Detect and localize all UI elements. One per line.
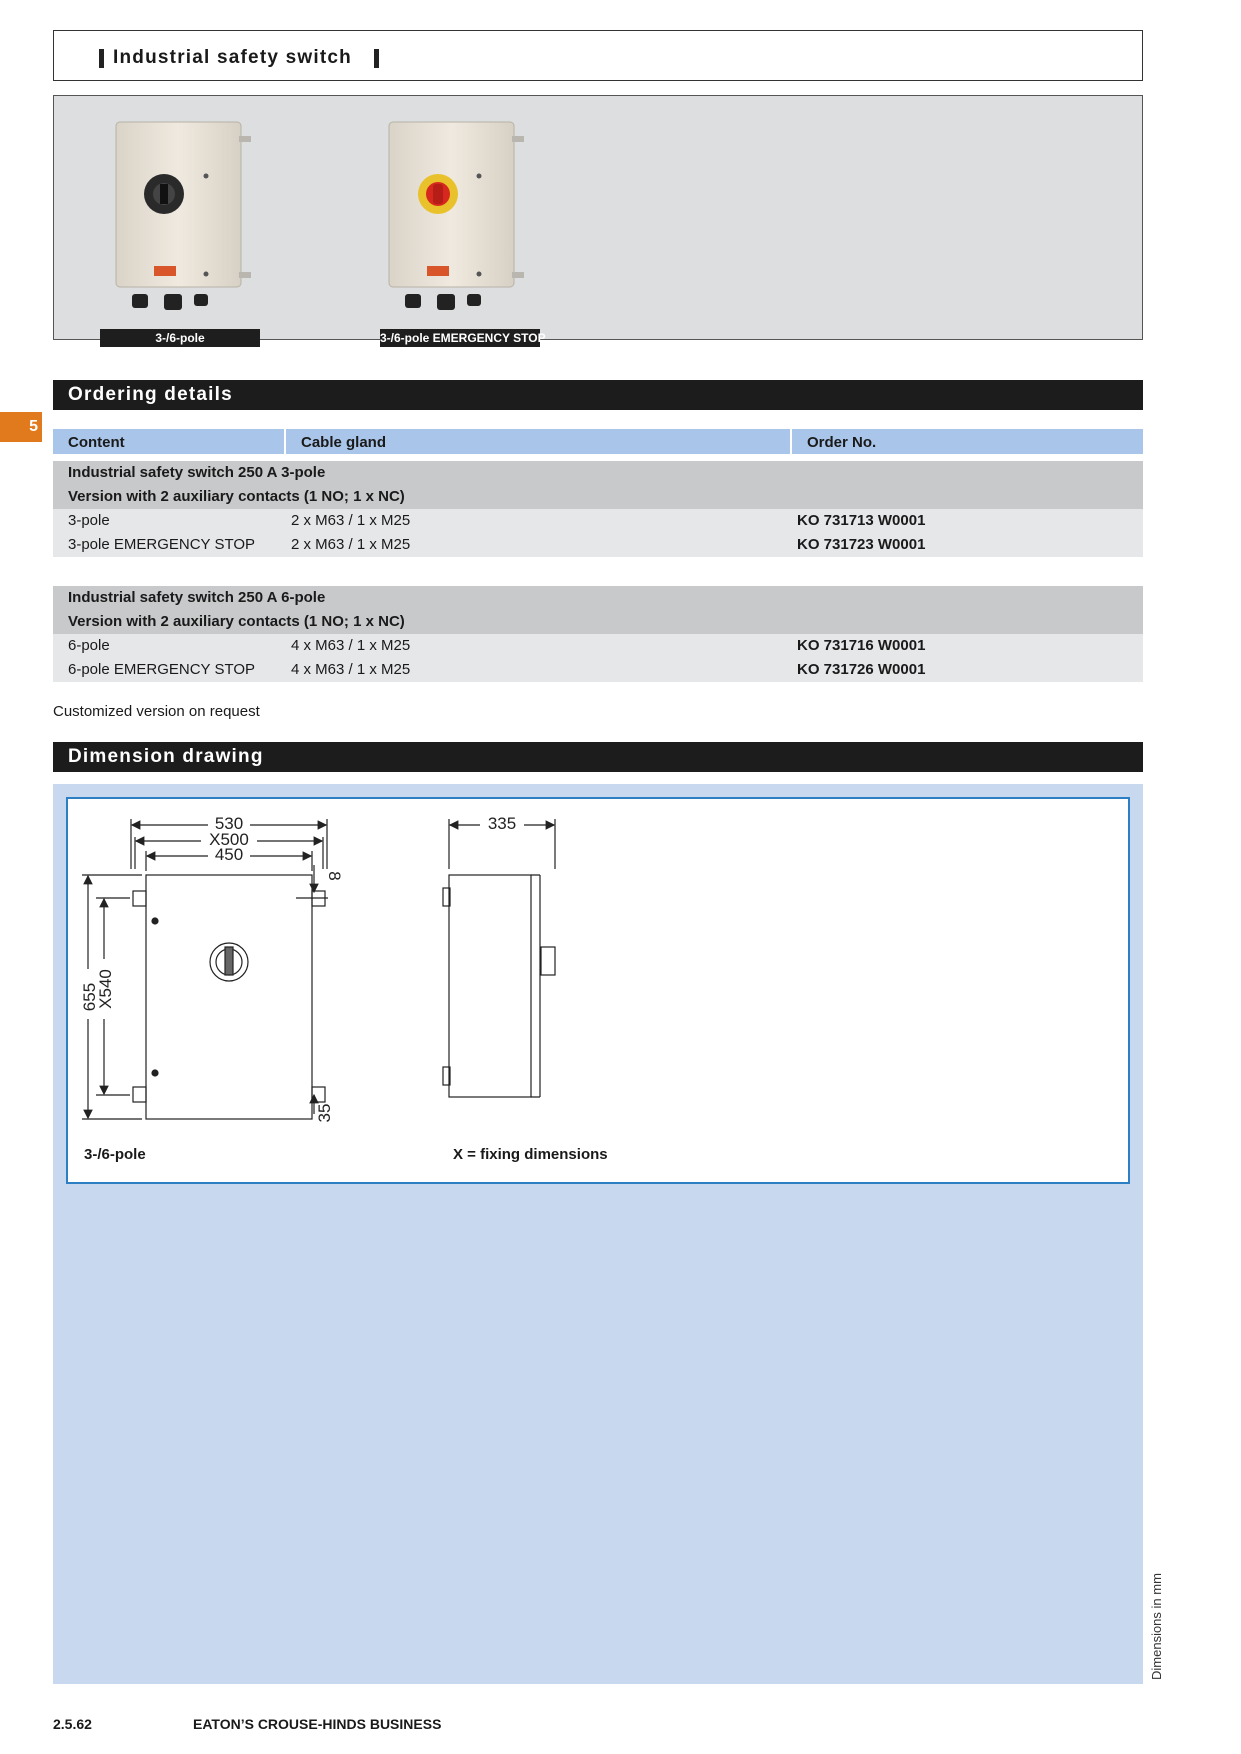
table-row [53, 509, 1143, 533]
ordering-group-6-pole [53, 586, 1143, 682]
content-cell: 3-pole EMERGENCY STOP [68, 536, 256, 553]
drawing-caption-left: 3-/6-pole [84, 1146, 146, 1163]
enclosure-front-outline [146, 875, 312, 1119]
height-fixing-label: X540 [96, 969, 115, 1009]
drawing-caption-right: X = fixing dimensions [453, 1146, 608, 1163]
group-subtitle-row [53, 485, 1143, 509]
lug-offset-bottom-label: 35 [315, 1103, 334, 1123]
group-title: Industrial safety switch 250 A 3-pole [68, 464, 326, 481]
column-header-order-no: Order No. [792, 429, 1143, 454]
depth-label: 335 [487, 814, 517, 833]
cable-gland-cell: 2 x M63 / 1 x M25 [291, 536, 411, 553]
product-illustrations [54, 96, 1142, 339]
content-cell: 6-pole [68, 637, 110, 654]
width-fixing-label: X500 [209, 830, 249, 849]
chapter-tab: 5 [0, 412, 42, 442]
ordering-group-3-pole [53, 461, 1143, 557]
order-number-cell: KO 731716 W0001 [797, 637, 926, 654]
table-row [53, 533, 1143, 557]
dimension-drawing-frame [66, 797, 1130, 1184]
table-row [53, 658, 1143, 682]
ordering-table-header [53, 429, 1143, 454]
cable-gland-cell: 4 x M63 / 1 x M25 [291, 661, 411, 678]
cable-gland-cell: 4 x M63 / 1 x M25 [291, 637, 411, 654]
title-box [53, 30, 1143, 81]
width-body-label: 450 [214, 845, 244, 864]
dimension-drawing-header: Dimension drawing [53, 742, 1143, 772]
column-header-cable-gland: Cable gland [286, 429, 790, 454]
ordering-details-header: Ordering details [53, 380, 1143, 410]
page-title: Industrial safety switch [113, 47, 352, 68]
order-number-cell: KO 731713 W0001 [797, 512, 926, 529]
footer-brand: EATON’S CROUSE-HINDS BUSINESS [193, 1716, 442, 1732]
group-title: Industrial safety switch 250 A 6-pole [68, 589, 326, 606]
content-cell: 3-pole [68, 512, 110, 529]
height-overall-label: 655 [80, 982, 99, 1012]
group-subtitle: Version with 2 auxiliary contacts (1 NO; 1 x NC) [68, 488, 405, 505]
customization-note: Customized version on request [53, 703, 260, 720]
width-overall-label: 530 [214, 814, 244, 833]
title-bar-right [374, 49, 379, 68]
product-caption: 3-/6-pole EMERGENCY STOP [380, 331, 546, 345]
switch-product-image [116, 122, 251, 310]
product-caption: 3-/6-pole [100, 329, 260, 347]
enclosure-side-outline [449, 875, 531, 1097]
page-number: 2.5.62 [53, 1716, 92, 1732]
title-bar-left [99, 49, 104, 68]
group-subtitle-row [53, 610, 1143, 634]
content-cell: 6-pole EMERGENCY STOP [68, 661, 256, 678]
units-side-note: Dimensions in mm [1149, 1573, 1164, 1680]
order-number-cell: KO 731723 W0001 [797, 536, 926, 553]
cable-gland-cell: 2 x M63 / 1 x M25 [291, 512, 411, 529]
product-image-panel [53, 95, 1143, 340]
order-number-cell: KO 731726 W0001 [797, 661, 926, 678]
table-row [53, 634, 1143, 658]
lug-offset-top-label: 8 [325, 871, 344, 881]
group-subtitle: Version with 2 auxiliary contacts (1 NO; 1 x NC) [68, 613, 405, 630]
group-title-row [53, 461, 1143, 485]
dimension-drawing [68, 799, 1128, 1182]
emergency-switch-product-image [389, 122, 524, 310]
group-title-row [53, 586, 1143, 610]
column-header-content: Content [53, 429, 284, 454]
